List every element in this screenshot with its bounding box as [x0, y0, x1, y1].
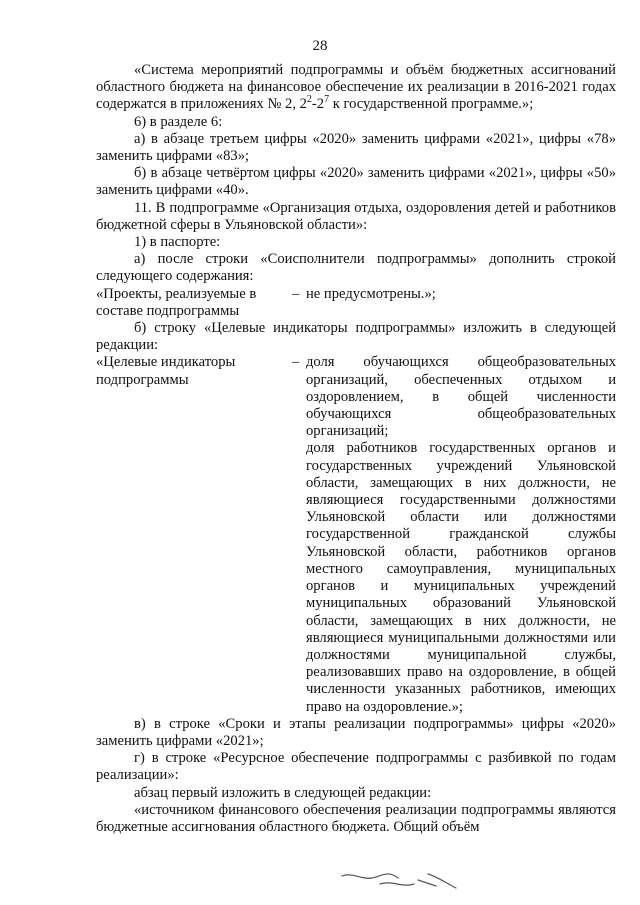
- indicator-1: доля обучающихся общеобразовательных организаций, обеспеченных отдыхом и оздоровлением, в общей численности обучающихся общеобразовательных организаций;: [306, 354, 616, 440]
- paragraph-after-row: а) после строки «Соисполнители подпрограммы» дополнить строкой следующего содержания:: [96, 251, 616, 285]
- projects-dash: –: [292, 285, 300, 302]
- paragraph-passport: 1) в паспорте:: [134, 234, 221, 251]
- indicators-row: [96, 354, 616, 715]
- page-number: 28: [312, 38, 328, 54]
- paragraph-item-b: б) в абзаце четвёртом цифры «2020» заменить цифрами «2021», цифры «50» заменить цифрами «40».: [96, 165, 616, 199]
- pen-mark: [340, 866, 460, 892]
- indicator-2: доля работников государственных органов и государственных учреждений Ульяновской области, замещающих в них должности, не являющиеся государственными должностями Ульяновской области или должностями государственной гражданской службы Ульяновской области, работников органов местного самоуправления, муниципальных органов и муниципальных учреждений муниципальных образований Ульяновской области, замещающих в них должности, не являющиеся муниципальными должностями или должностями муниципальной службы, реализовавших право на оздоровление, в общей численности указанных работников, имеющих право на оздоровление.»;: [306, 440, 616, 715]
- superscript: 7: [324, 94, 330, 106]
- indicators-values: [306, 354, 616, 715]
- projects-row: [96, 286, 616, 320]
- paragraph-first-abzac: абзац первый изложить в следующей редакции:: [134, 784, 432, 801]
- paragraph-source: «источником финансового обеспечения реализации подпрограммы являются бюджетные ассигнования областного бюджета. Общий объём: [96, 801, 616, 835]
- paragraph-item-g: г) в строке «Ресурсное обеспечение подпрограммы с разбивкой по годам реализации»:: [96, 750, 616, 784]
- paragraph-item-a: а) в абзаце третьем цифры «2020» заменить цифрами «2021», цифры «78» заменить цифрами «83»;: [96, 130, 616, 165]
- paragraph-text: -2: [311, 96, 325, 113]
- paragraph-section-6: 6) в разделе 6:: [134, 113, 223, 130]
- paragraph-system-of-measures: [96, 62, 616, 114]
- document-body: [96, 62, 616, 836]
- paragraph-subprogram-11: 11. В подпрограмме «Организация отдыха, оздоровления детей и работников бюджетной сферы в Ульяновской области»:: [96, 199, 616, 233]
- paragraph-item-v: в) в строке «Сроки и этапы реализации подпрограммы» цифры «2020» заменить цифрами «2021»;: [96, 715, 616, 749]
- projects-value: не предусмотрены.»;: [306, 285, 436, 302]
- paragraph-target-indicators: б) строку «Целевые индикаторы подпрограммы» изложить в следующей редакции:: [96, 320, 616, 354]
- paragraph-text: «Система мероприятий подпрограммы и объём бюджетных ассигнований областного бюджета на финансовое обеспечение их реализации в 2016-2021 годах содержатся в приложениях № 2, 2: [96, 62, 616, 113]
- indicators-label: «Целевые индикаторы подпрограммы: [96, 354, 236, 388]
- superscript: 2: [306, 94, 312, 106]
- projects-label: «Проекты, реализуемые в составе подпрограммы: [96, 285, 257, 319]
- indicators-dash: –: [292, 354, 300, 371]
- paragraph-text: к государственной программе.»;: [329, 96, 534, 113]
